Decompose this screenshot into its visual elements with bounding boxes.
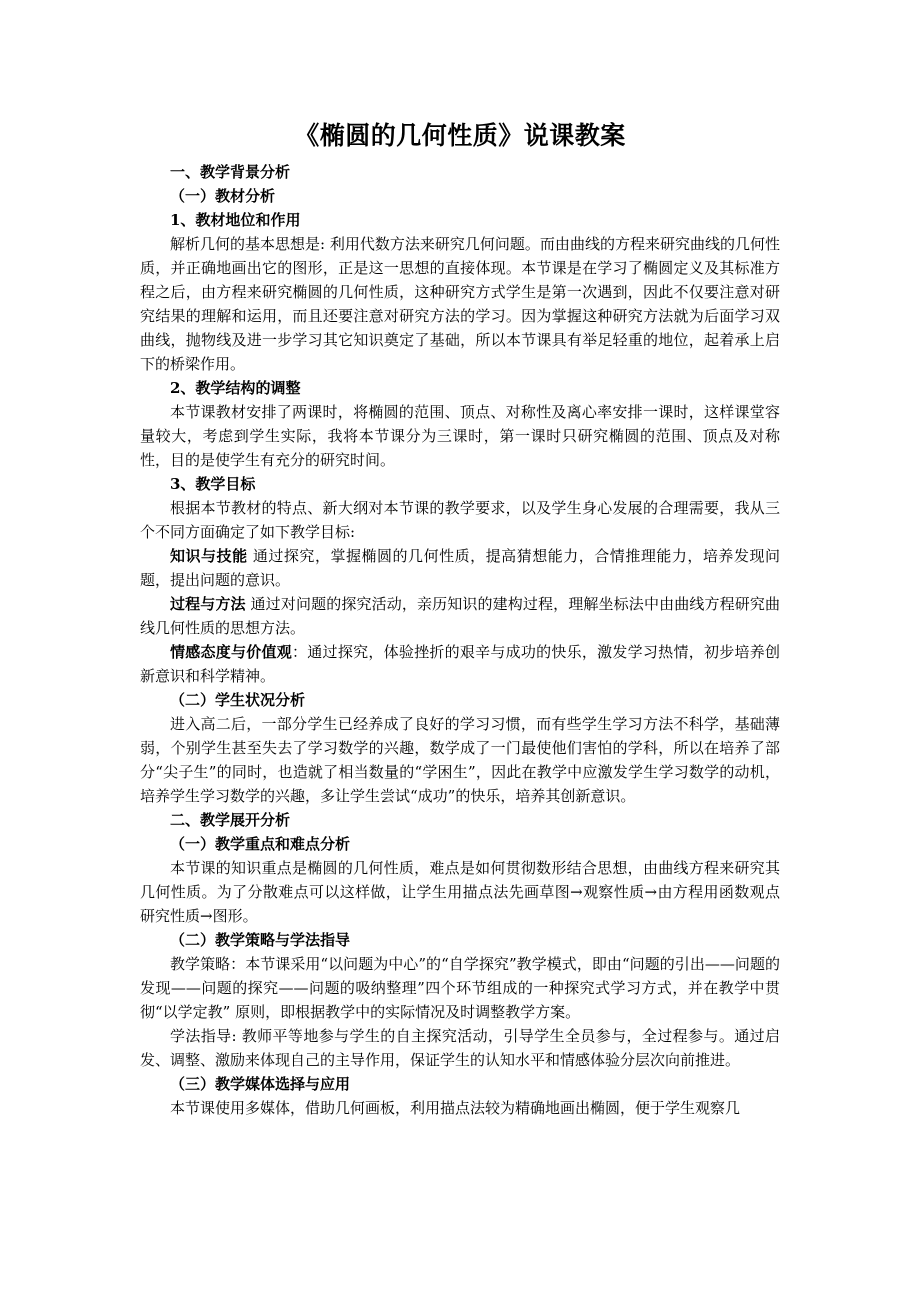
goal-process-methods-label: 过程与方法 (170, 595, 246, 613)
paragraph-structure-adjustment: 本节课教材安排了两课时，将椭圆的范围、顶点、对称性及离心率安排一课时，这样课堂容量较大，考虑到学生实际，我将本节课分为三课时，第一课时只研究椭圆的范围、顶点及对称性，目的是使学生有充分的研究时间。 (140, 403, 780, 469)
goal-attitude-values-label: 情感态度与价值观 (170, 643, 293, 661)
goal-knowledge-skills (140, 544, 780, 592)
goal-process-methods-text: 通过对问题的探究活动，亲历知识的建构过程，理解坐标法中由曲线方程研究曲线几何性质的思想方法。 (140, 595, 780, 637)
section-heading-teaching-development: 二、教学展开分析 (170, 811, 291, 829)
paragraph-media-selection: 本节课使用多媒体，借助几何画板，利用描点法较为精确地画出椭圆，便于学生观察几 (170, 1099, 741, 1117)
goal-attitude-values-text: ：通过探究，体验挫折的艰辛与成功的快乐，激发学习热情，初步培养创新意识和科学精神。 (140, 643, 780, 685)
subsection-heading-student-analysis: （二）学生状况分析 (170, 691, 306, 709)
item-heading-teaching-goals: 3、教学目标 (170, 475, 256, 493)
goal-attitude-values (140, 640, 780, 688)
paragraph-student-analysis: 进入高二后，一部分学生已经养成了良好的学习习惯，而有些学生学习方法不科学，基础薄弱，个别学生甚至失去了学习数学的兴趣，数学成了一门最使他们害怕的学科，所以在培养了部分“尖子生”的同时，也造就了相当数量的“学困生”，因此在教学中应激发学生学习数学的动机，培养学生学习数学的兴趣，多让学生尝试“成功”的快乐，培养其创新意识。 (140, 715, 780, 805)
paragraph-teaching-goals-intro: 根据本节教材的特点、新大纲对本节课的教学要求，以及学生身心发展的合理需要，我从三个不同方面确定了如下教学目标: (140, 499, 780, 541)
document-title: 《椭圆的几何性质》说课教案 (294, 121, 626, 150)
document-page (140, 118, 780, 1120)
item-heading-structure-adjustment: 2、教学结构的调整 (170, 379, 301, 397)
subsection-heading-key-difficult-points: （一）教学重点和难点分析 (170, 835, 351, 853)
subsection-heading-textbook-analysis: （一）教材分析 (170, 187, 276, 205)
paragraph-key-difficult-points: 本节课的知识重点是椭圆的几何性质，难点是如何贯彻数形结合思想，由曲线方程来研究其几何性质。为了分散难点可以这样做，让学生用描点法先画草图→观察性质→由方程用函数观点研究性质→图形。 (140, 859, 780, 925)
paragraph-learning-guidance: 学法指导: 教师平等地参与学生的自主探究活动，引导学生全员参与，全过程参与。通过启发、调整、激励来体现自己的主导作用，保证学生的认知水平和情感体验分层次向前推进。 (140, 1027, 780, 1069)
subsection-heading-media-selection: （三）教学媒体选择与应用 (170, 1075, 351, 1093)
goal-knowledge-skills-label: 知识与技能 (170, 547, 248, 565)
subsection-heading-strategy-guidance: （二）教学策略与学法指导 (170, 931, 351, 949)
paragraph-teaching-strategy: 教学策略：本节课采用“以问题为中心”的“自学探究”教学模式，即由“问题的引出——问题的发现——问题的探究——问题的吸纳整理”四个环节组成的一种探究式学习方式，并在教学中贯彻“以学定教” 原则，即根据教学中的实际情况及时调整教学方案。 (140, 955, 780, 1021)
paragraph-textbook-role: 解析几何的基本思想是: 利用代数方法来研究几何问题。而由曲线的方程来研究曲线的几何性质，并正确地画出它的图形，正是这一思想的直接体现。本节课是在学习了椭圆定义及其标准方程之后，由方程来研究椭圆的几何性质，这种研究方式学生是第一次遇到，因此不仅要注意对研究结果的理解和运用，而且还要注意对研究方法的学习。因为掌握这种研究方法就为后面学习双曲线，抛物线及进一步学习其它知识奠定了基础，所以本节课具有举足轻重的地位，起着承上启下的桥梁作用。 (140, 235, 780, 373)
section-heading-teaching-background: 一、教学背景分析 (170, 163, 291, 181)
item-heading-textbook-role: 1、教材地位和作用 (170, 211, 301, 229)
goal-knowledge-skills-text: 通过探究，掌握椭圆的几何性质，提高猜想能力，合情推理能力，培养发现问题，提出问题的意识。 (140, 547, 780, 589)
goal-process-methods (140, 592, 780, 640)
